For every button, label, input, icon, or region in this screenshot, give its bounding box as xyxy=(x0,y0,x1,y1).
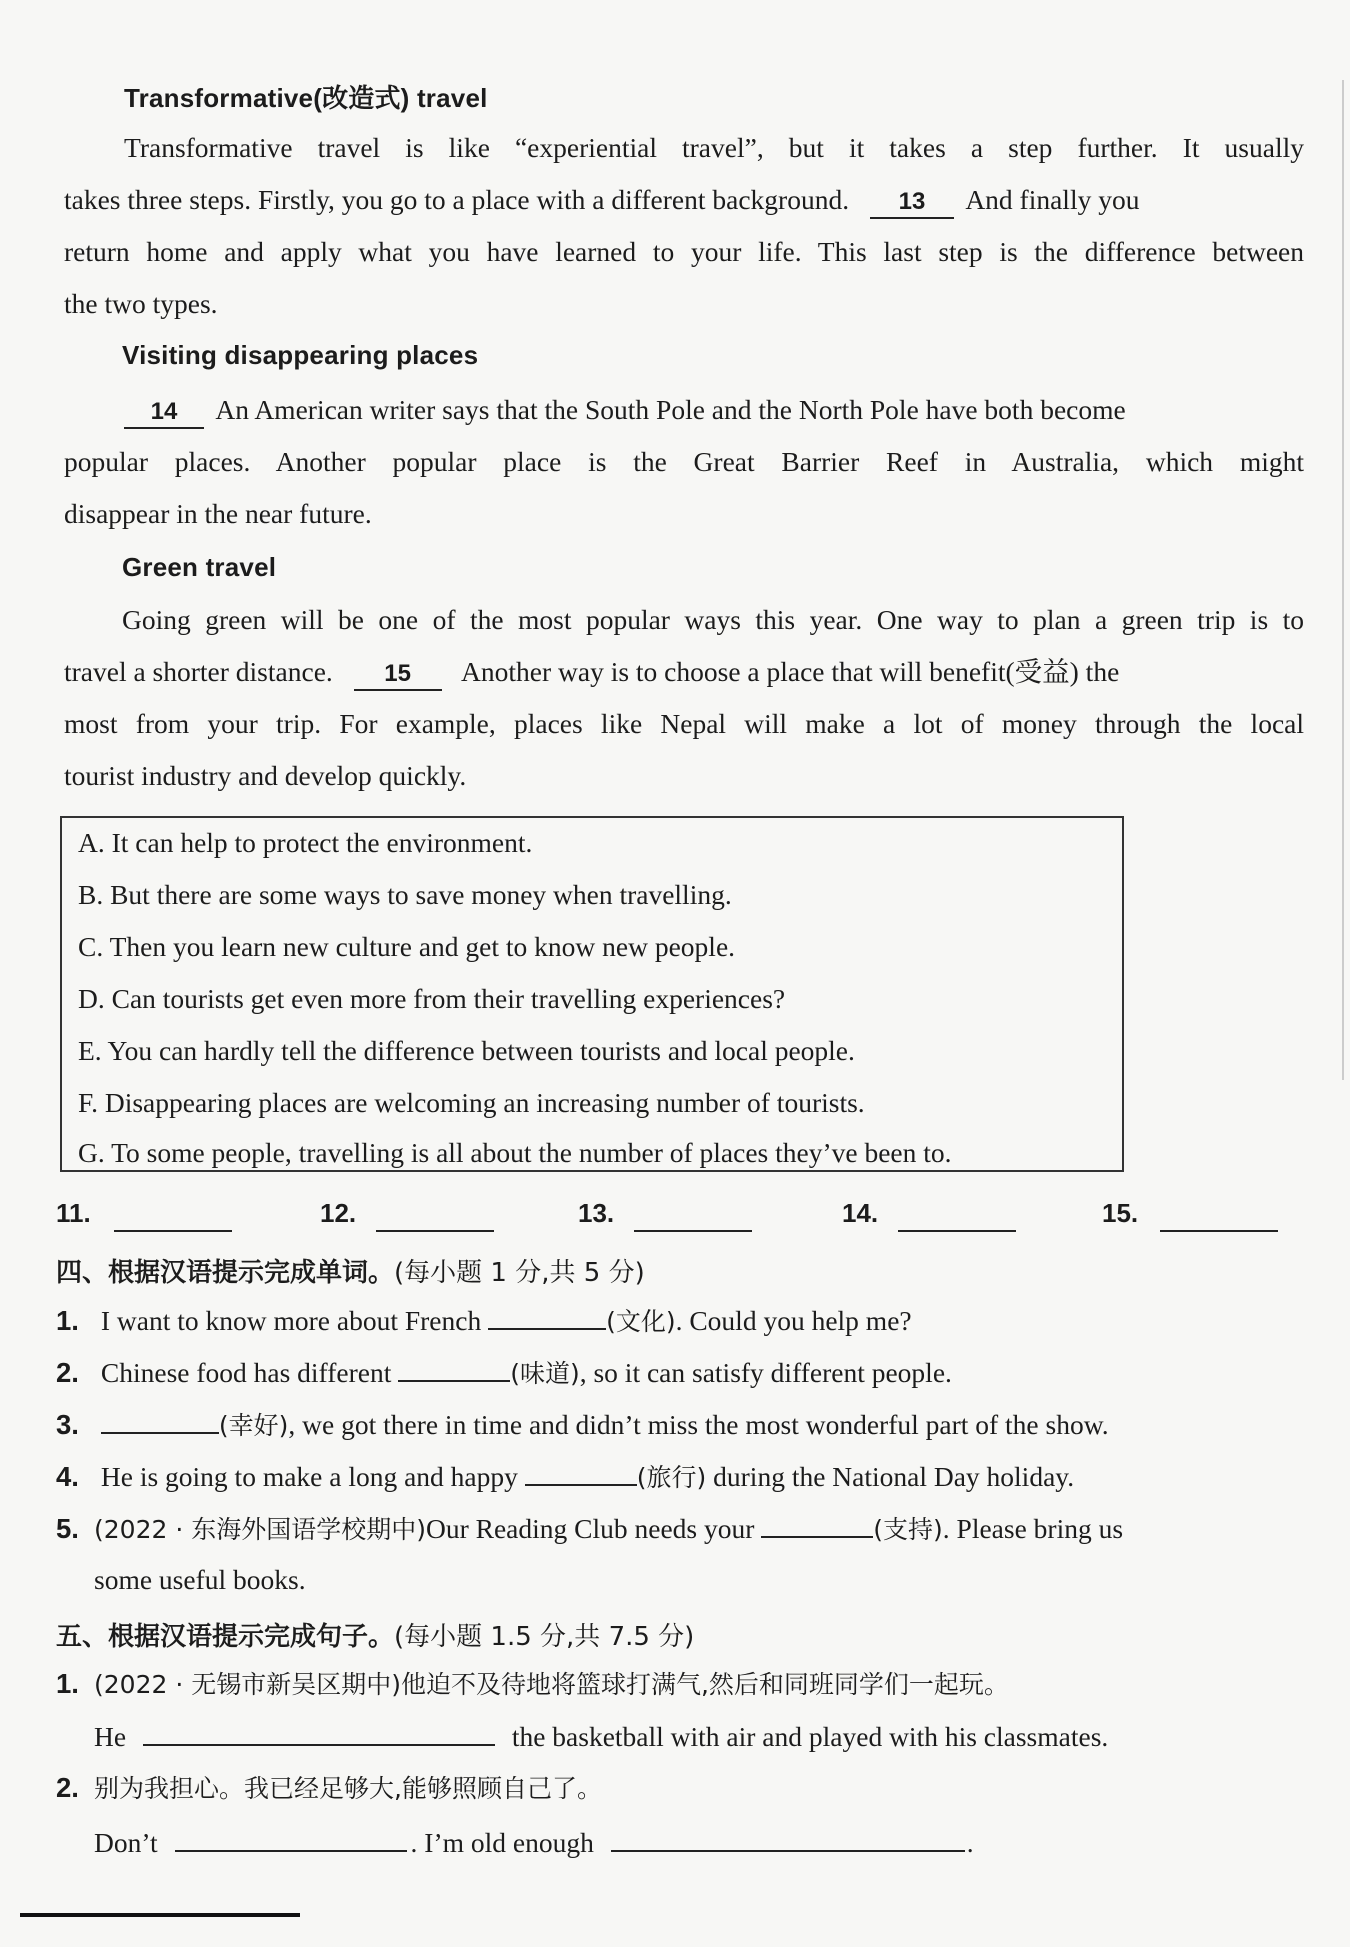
option-c: C. Then you learn new culture and get to know new people. xyxy=(78,931,736,962)
question-text: He is going to make a long and happy xyxy=(100,1461,518,1492)
section-4-title xyxy=(56,1252,645,1289)
section-4-score: (每小题 1 分,共 5 分) xyxy=(394,1258,645,1288)
heading-disappearing: Visiting disappearing places xyxy=(122,340,479,370)
question-text: Chinese food has different xyxy=(100,1357,392,1388)
question-text: during the National Day holiday. xyxy=(713,1461,1075,1492)
text-segment: takes three steps. Firstly, you go to a place with a different background. xyxy=(64,184,850,215)
answer-label-11: 11. xyxy=(56,1198,91,1228)
question-number: 2. xyxy=(56,1772,79,1803)
answer-blank[interactable] xyxy=(525,1458,637,1486)
options-box xyxy=(60,816,1124,1172)
text-segment: And finally you xyxy=(965,184,1140,215)
chinese-hint: (旅行) xyxy=(636,1463,707,1492)
part4-question-5 xyxy=(56,1510,1306,1548)
answer-blank[interactable] xyxy=(101,1406,219,1434)
answer-blank[interactable] xyxy=(175,1824,407,1852)
option-g: G. To some people, travelling is all about the number of places they’ve been to. xyxy=(78,1137,952,1168)
question-number: 4. xyxy=(56,1461,79,1492)
answer-blank-14[interactable] xyxy=(898,1230,1016,1232)
text-segment: Another way is to choose a place that will benefit(受益) the xyxy=(461,656,1120,687)
question-number: 1. xyxy=(56,1668,79,1699)
blank-14[interactable]: 14 xyxy=(124,397,204,429)
question-text: Don’t xyxy=(94,1827,158,1858)
para-transformative-line-3: return home and apply what you have learned to your life. This last step is the difference between xyxy=(64,236,1304,267)
question-text: the basketball with air and played with his classmates. xyxy=(511,1721,1109,1752)
chinese-hint: (幸好) xyxy=(218,1411,289,1440)
part4-question-1 xyxy=(56,1302,1306,1340)
part5-question-1-answer-line xyxy=(94,1718,1344,1755)
question-number: 2. xyxy=(56,1357,79,1388)
chinese-hint: (味道) xyxy=(510,1359,580,1388)
answer-blank[interactable] xyxy=(398,1354,510,1382)
answer-blank[interactable] xyxy=(611,1824,965,1852)
section-4-heading: 四、根据汉语提示完成单词。 xyxy=(56,1258,395,1288)
question-text: He xyxy=(94,1721,127,1752)
heading-transformative: Transformative(改造式) travel xyxy=(124,83,488,113)
chinese-sentence: 他迫不及待地将篮球打满气,然后和同班同学们一起玩。 xyxy=(400,1670,1009,1699)
part4-question-3 xyxy=(56,1406,1306,1444)
chinese-sentence: 别为我担心。我已经足够大,能够照顾自己了。 xyxy=(94,1774,602,1803)
text-segment: An American writer says that the South Pole and the North Pole have both become xyxy=(215,394,1126,425)
para-transformative-line-4: the two types. xyxy=(64,288,218,319)
para-transformative-line-2 xyxy=(64,182,1304,219)
answer-blank[interactable] xyxy=(143,1718,495,1746)
answer-label-13: 13. xyxy=(578,1198,615,1228)
question-text: , we got there in time and didn’t miss the most wonderful part of the show. xyxy=(288,1409,1109,1440)
question-text: , so it can satisfy different people. xyxy=(579,1357,952,1388)
answer-row xyxy=(56,1198,1296,1238)
answer-blank-15[interactable] xyxy=(1160,1230,1278,1232)
section-5-title xyxy=(56,1616,694,1653)
part4-question-5-continued: some useful books. xyxy=(94,1564,306,1595)
part4-question-2 xyxy=(56,1354,1306,1392)
page-bottom-rule xyxy=(20,1913,300,1917)
answer-blank-13[interactable] xyxy=(634,1230,752,1232)
option-d: D. Can tourists get even more from their travelling experiences? xyxy=(78,983,786,1014)
heading-green: Green travel xyxy=(122,552,277,582)
question-text: . Please bring us xyxy=(942,1513,1124,1544)
para-disappearing-line-1 xyxy=(124,392,1304,429)
question-text: . I’m old enough xyxy=(410,1827,594,1858)
answer-label-14: 14. xyxy=(842,1198,879,1228)
chinese-hint: (文化) xyxy=(606,1307,676,1336)
para-green-line-3: most from your trip. For example, places like Nepal will make a lot of money through the local xyxy=(64,708,1304,739)
text-segment: travel a shorter distance. xyxy=(64,656,333,687)
section-5-score: (每小题 1.5 分,共 7.5 分) xyxy=(394,1622,695,1652)
blank-15[interactable]: 15 xyxy=(354,659,442,691)
chinese-hint: (支持) xyxy=(873,1515,943,1544)
para-disappearing-line-3: disappear in the near future. xyxy=(64,498,372,529)
para-green-line-2 xyxy=(64,654,1304,691)
part5-question-2 xyxy=(56,1770,1306,1807)
question-text: . Could you help me? xyxy=(675,1305,912,1336)
option-e: E. You can hardly tell the difference between tourists and local people. xyxy=(78,1035,855,1066)
part4-question-4 xyxy=(56,1458,1306,1496)
option-a: A. It can help to protect the environment. xyxy=(78,827,533,858)
para-green-line-1: Going green will be one of the most popular ways this year. One way to plan a green trip is to xyxy=(122,604,1304,635)
question-source: (2022 · 无锡市新吴区期中) xyxy=(94,1670,401,1699)
answer-blank-12[interactable] xyxy=(376,1230,494,1232)
para-transformative-line-1: Transformative travel is like “experiential travel”, but it takes a step further. It usually xyxy=(124,132,1304,163)
question-text: Our Reading Club needs your xyxy=(425,1513,755,1544)
question-source: (2022 · 东海外国语学校期中) xyxy=(94,1515,426,1544)
option-b: B. But there are some ways to save money when travelling. xyxy=(78,879,732,910)
answer-blank-11[interactable] xyxy=(114,1230,232,1232)
blank-13[interactable]: 13 xyxy=(870,187,954,219)
para-green-line-4: tourist industry and develop quickly. xyxy=(64,760,467,791)
para-disappearing-line-2: popular places. Another popular place is the Great Barrier Reef in Australia, which might xyxy=(64,446,1304,477)
section-5-heading: 五、根据汉语提示完成句子。 xyxy=(56,1622,395,1652)
part5-question-2-answer-line xyxy=(94,1824,1344,1861)
page-edge-shadow xyxy=(1342,80,1344,1080)
answer-label-12: 12. xyxy=(320,1198,357,1228)
question-number: 1. xyxy=(56,1305,79,1336)
question-text: I want to know more about French xyxy=(100,1305,482,1336)
option-f: F. Disappearing places are welcoming an increasing number of tourists. xyxy=(78,1087,865,1118)
answer-blank[interactable] xyxy=(488,1302,606,1330)
answer-blank[interactable] xyxy=(761,1510,873,1538)
answer-label-15: 15. xyxy=(1102,1198,1139,1228)
part5-question-1 xyxy=(56,1666,1306,1703)
question-text: . xyxy=(966,1827,974,1858)
question-number: 5. xyxy=(56,1513,79,1544)
question-number: 3. xyxy=(56,1409,79,1440)
